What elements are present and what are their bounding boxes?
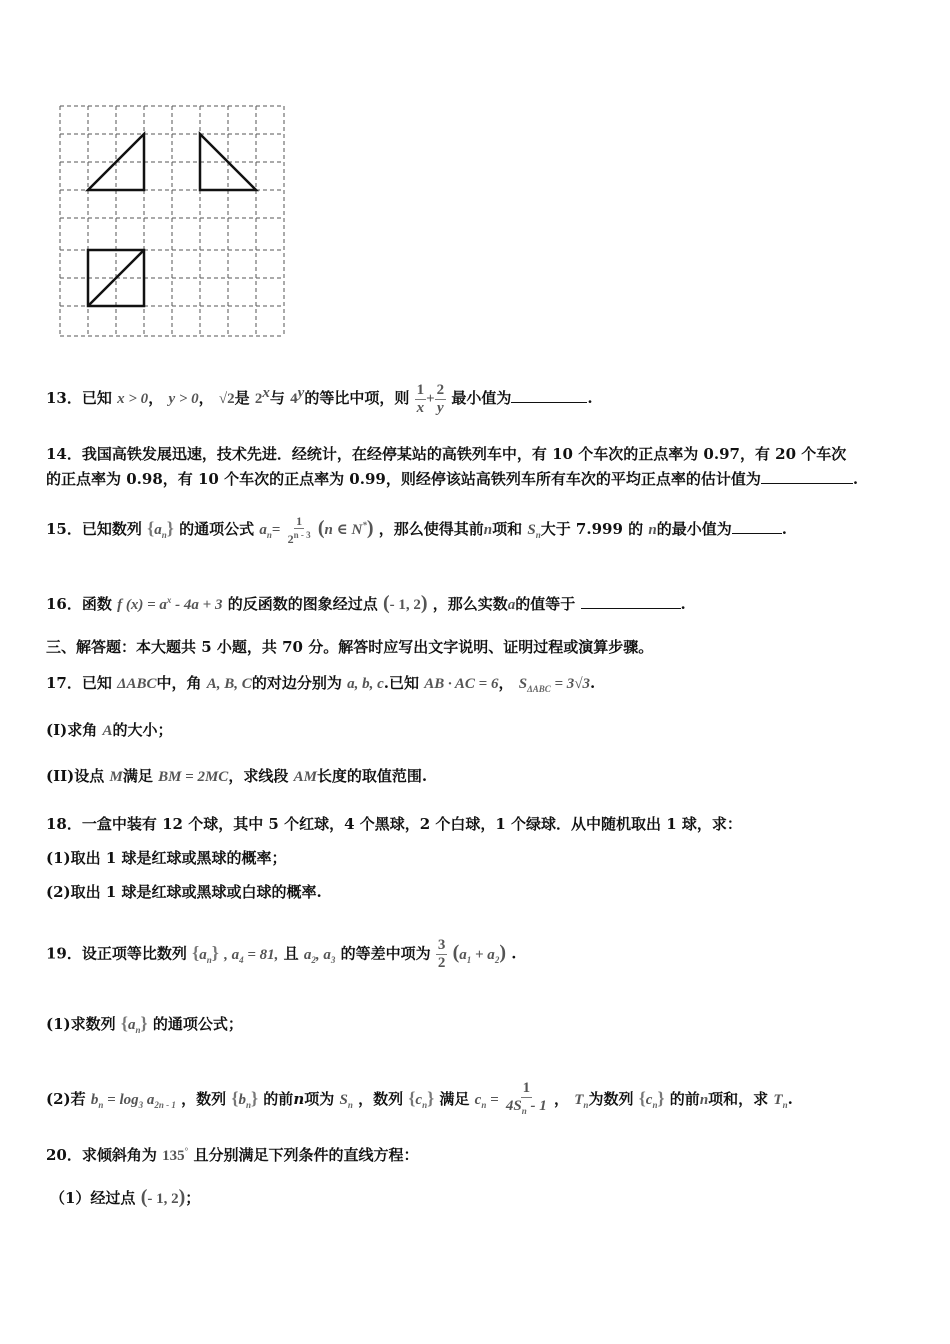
q13-end: . (587, 389, 593, 407)
q13-text: 最小值为 (451, 389, 512, 407)
q19-2-text: 项和，求 (708, 1090, 769, 1108)
q19-2-text: (2)若 (46, 1090, 86, 1108)
q19-end: . (511, 944, 517, 963)
q17-2-label: (II) (46, 767, 75, 785)
q19-2-text: ，数列 (181, 1090, 227, 1108)
q16-text: 的值等于 (515, 595, 576, 613)
q14-text: 的正点率为 0.98，有 10 个车次的正点率为 0.99，则经停该站高铁列车所有车次的平均正点率的估计值为 (46, 470, 761, 488)
q13-plus: + (426, 391, 435, 407)
q19-1-seq: $a_n$ (127, 1017, 141, 1035)
question-16: 16．函数 f $(x) = a^x - 4a + 3$ 的反函数的图象经过点 (- 1, 2) ，那么实数a的值等于 . (46, 592, 686, 614)
q13-2x: 2$^x$ (254, 385, 270, 407)
q17-sides: a, b, c (347, 676, 384, 692)
q16-function: f $(x) = a^x - 4a + 3$ (117, 595, 223, 613)
q19-2-cn: $c_n$ = (474, 1092, 499, 1110)
q13-4y: 4$^y$ (290, 385, 305, 407)
question-17-part-1 (46, 717, 173, 744)
q17-1-text: 求角 (67, 721, 98, 739)
question-20 (46, 1138, 418, 1169)
q19-seq: $a_n$ (199, 946, 212, 965)
q17-dot-product: AB · AC = 6 (424, 676, 499, 692)
question-15: 15．已知数列 $\{a_n\}$ 的通项公式 $a_n=$ $\frac{1}{2^{n - 3}}$ (n ∈ N*) ，那么使得其前n项和 $S_n$大于 7.999 的 n的最小值为 . (46, 513, 787, 546)
q14-answer-blank[interactable] (761, 469, 853, 484)
q19-a2-a3: $a_2$, $a_3$ (303, 946, 336, 965)
q17-text: 中，角 (156, 674, 202, 692)
q19-2-end: . (787, 1090, 793, 1108)
q15-seq: $a_n$ (154, 522, 167, 540)
q19-2-Sn: $S_n$ (339, 1092, 353, 1110)
q17-2-text: 满足 (122, 767, 153, 785)
q17-1-text: 的大小； (112, 721, 173, 739)
q19-2-cseq2: $c_n$ (645, 1092, 658, 1110)
q15-eq: = (271, 522, 281, 538)
q19-1-text: (1)求数列 (46, 1015, 116, 1033)
q20-1-label: （1）经过点 (50, 1189, 136, 1207)
q19-2-bseq: $b_n$ (238, 1092, 251, 1110)
question-14-line-2 (46, 466, 858, 492)
question-13 (46, 380, 593, 417)
q19-2-n: n (699, 1092, 709, 1108)
question-18-part-2: (2)取出 1 球是红球或黑球或白球的概率. (46, 883, 322, 901)
q19-a4: , $a_4 = 81$, (224, 946, 279, 965)
q16-text: 的反函数的图象经过点 (227, 595, 378, 613)
question-19-part-1: (1)求数列 $\{a_n\}$ 的通项公式； (46, 1013, 243, 1035)
q19-text: 的等差中项为 (340, 944, 431, 963)
q13-sep: ， (148, 389, 164, 407)
q19-2-text: 项为 (304, 1090, 335, 1108)
q13-sep: ， (198, 389, 214, 407)
q15-n: n (648, 522, 657, 538)
q19-2-text: 为数列 (588, 1090, 634, 1108)
q15-answer-blank[interactable] (732, 519, 782, 534)
q19-1-text: 的通项公式； (152, 1015, 243, 1033)
q17-2-text: ，求线段 (228, 767, 289, 785)
q16-point: - 1, 2 (389, 597, 421, 613)
q15-text: 项和 (492, 520, 523, 538)
q15-text: 的最小值为 (656, 520, 732, 538)
q19-2-Tn: $T_n$ (773, 1092, 788, 1110)
q17-text: ， (498, 674, 514, 692)
q15-number: 15． (46, 520, 82, 538)
q16-answer-blank[interactable] (581, 594, 681, 609)
q13-text: 已知 (81, 389, 112, 407)
q15-end: . (781, 520, 787, 538)
q20-text: 且分别满足下列条件的直线方程： (193, 1146, 419, 1164)
q19-2-text: ， (554, 1090, 570, 1108)
question-18: 18．一盒中装有 12 个球，其中 5 个红球，4 个黑球，2 个白球，1 个绿球．从中随机取出 1 球，求： (46, 815, 742, 833)
q19-2-n: n (293, 1090, 305, 1108)
q16-number: 16． (46, 595, 82, 613)
grid-svg (58, 104, 288, 338)
q15-n: n (483, 522, 493, 538)
q17-number: 17． (46, 674, 82, 692)
q19-frac: $\frac{3}{2}$ (437, 937, 446, 971)
q15-text: 已知数列 (81, 520, 142, 538)
q19-2-cseq: $c_n$ (415, 1092, 428, 1110)
q15-cond: n ∈ N* (324, 520, 367, 538)
q15-Sn: $S_n$ (527, 522, 541, 540)
question-14-line-1: 14．我国高铁发展迅速，技术先进．经统计，在经停某站的高铁列车中，有 10 个车次的正点率为 0.97，有 20 个车次 (46, 445, 847, 463)
q17-2-vector-eq: BM = 2MC (158, 769, 229, 785)
q19-2-Tn: $T_n$ (574, 1092, 589, 1110)
q13-cond-x: x > 0 (117, 391, 149, 407)
q15-frac: $\frac{1}{2^{n - 3}}$ (287, 513, 311, 546)
q19-2-text: 的前 (669, 1090, 700, 1108)
q16-text: 函数 (81, 595, 112, 613)
q15-an: $a_n$ (259, 522, 272, 540)
q16-text: ，那么实数 (432, 595, 508, 613)
question-20-part-1: （1）经过点 (- 1, 2)； (50, 1186, 201, 1208)
q20-1-point: - 1, 2 (147, 1191, 179, 1207)
q16-a: a (507, 597, 516, 613)
q15-text: ，那么使得其前 (378, 520, 484, 538)
q14-end: . (852, 470, 859, 488)
q20-number: 20． (46, 1146, 82, 1164)
q13-answer-blank[interactable] (511, 388, 587, 403)
q15-text: 大于 7.999 的 (540, 520, 644, 538)
q13-cond-y: y > 0 (168, 391, 199, 407)
q17-angles: A, B, C (206, 676, 252, 692)
q19-2-text: ，数列 (358, 1090, 404, 1108)
q17-text: .已知 (383, 674, 419, 692)
q13-text: 的等比中项，则 (304, 389, 410, 407)
q20-angle: 135° (162, 1146, 189, 1164)
q15-text: 的通项公式 (179, 520, 255, 538)
q16-end: . (680, 595, 686, 613)
q17-2-M: M (109, 769, 123, 785)
q13-frac-2: $\frac{2}{y}$ (436, 381, 445, 416)
q19-2-frac: $\frac{1}{4S_n - 1}$ (505, 1080, 547, 1116)
q19-2-bn-def: $b_n = \log_3 a_{2n - 1}$ (90, 1092, 176, 1110)
q13-frac-1: $\frac{1}{x}$ (416, 381, 425, 416)
question-19-part-2: (2)若 $b_n = \log_3 a_{2n - 1}$ ，数列 $\{b_n\}$ 的前n项为 $S_n$ ，数列 $\{c_n\}$ 满足 $c_n$ = $\frac{1}{4S_n - 1}$ ， $T_n$为数列 $\{c_n\}$ 的前n项和，求 $T_n$. (46, 1080, 793, 1120)
q20-1-end: ； (185, 1189, 201, 1207)
q20-text: 求倾斜角为 (81, 1146, 157, 1164)
q17-text: 已知 (81, 674, 112, 692)
section-3-heading: 三、解答题：本大题共 5 小题，共 70 分。解答时应写出文字说明、证明过程或演算步骤。 (46, 638, 654, 656)
q13-text: 是 (234, 389, 250, 407)
q17-2-text: 长度的取值范围. (316, 767, 428, 785)
q17-end: . (590, 674, 596, 692)
grid-figure (58, 104, 288, 342)
q17-2-text: 设点 (74, 767, 105, 785)
q19-text: 且 (283, 944, 299, 963)
q19-number: 19． (46, 944, 82, 963)
q19-expr: $a_1 + a_2$ (459, 946, 500, 965)
question-17-part-2 (46, 763, 427, 790)
q13-number: 13． (46, 389, 82, 407)
question-17 (46, 670, 595, 702)
question-19: 19．设正项等比数列 $\{a_n\}$ , $a_4 = 81$, 且 $a_2$, $a_3$ 的等差中项为 $\frac{3}{2}$ $(a_1 + a_2)$ . (46, 937, 517, 971)
q19-2-text: 满足 (439, 1090, 470, 1108)
q17-1-label: (I) (46, 721, 68, 739)
q19-text: 设正项等比数列 (81, 944, 187, 963)
q17-text: 的对边分别为 (251, 674, 342, 692)
q17-triangle: ΔABC (117, 676, 157, 692)
question-18-part-1: (1)取出 1 球是红球或黑球的概率； (46, 849, 287, 867)
q13-sqrt2: √2 (218, 391, 235, 407)
q17-2-AM: AM (293, 769, 317, 785)
q19-2-text: 的前 (263, 1090, 294, 1108)
q13-text: 与 (269, 389, 285, 407)
q17-1-A: A (102, 723, 113, 739)
q17-area: $S_{\Delta ABC} = 3√3$ (518, 676, 590, 694)
